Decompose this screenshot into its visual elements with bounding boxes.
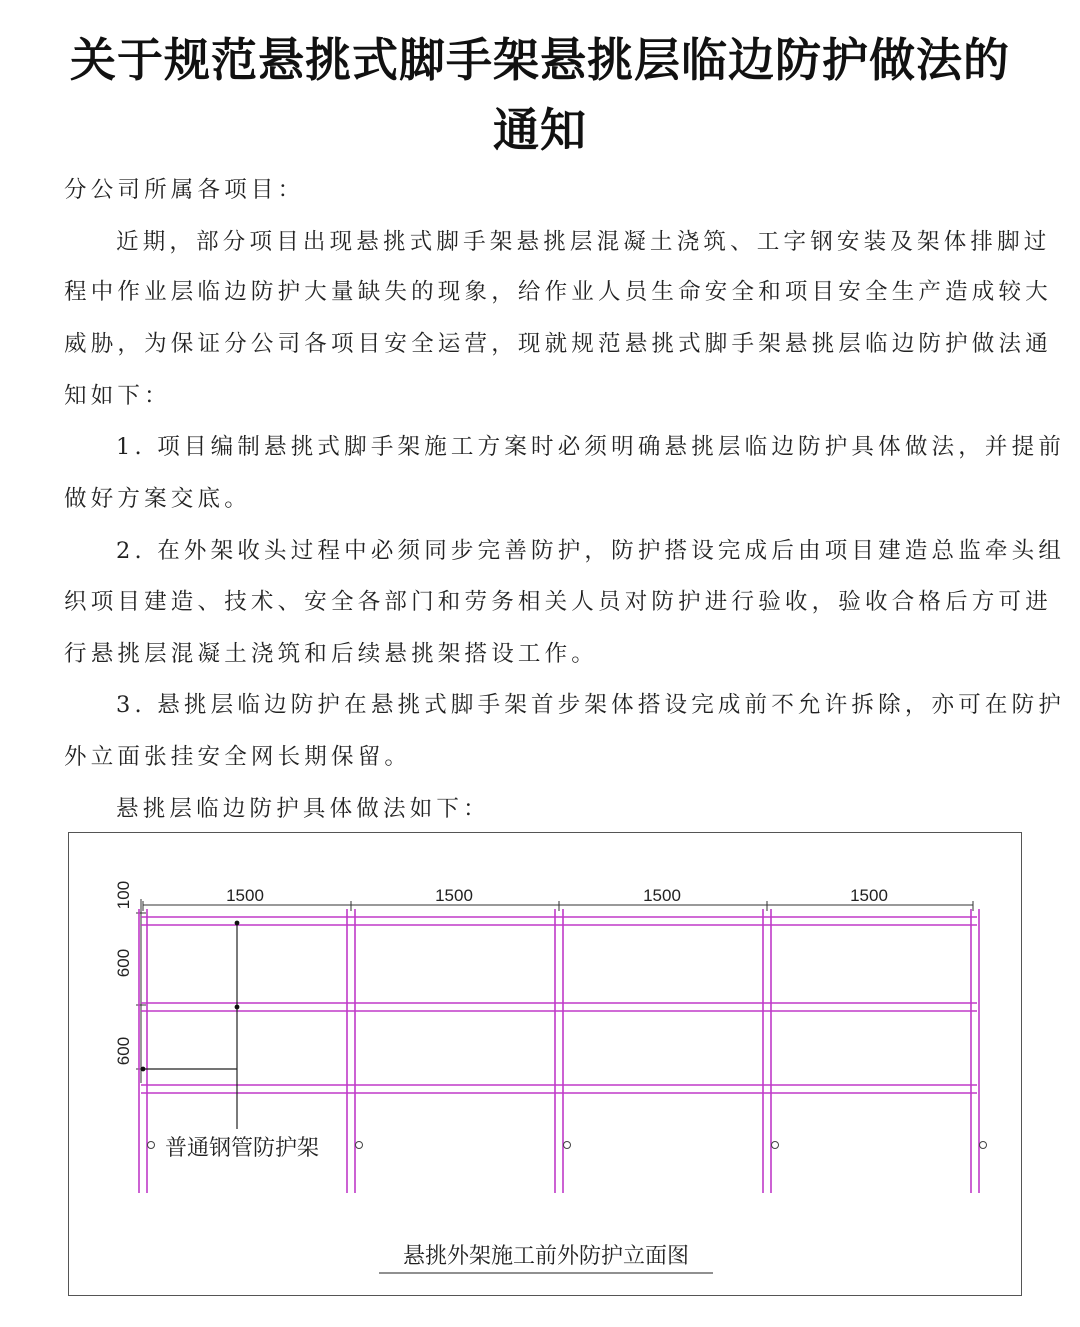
intro-line-4: 知如下： xyxy=(64,383,171,409)
span-label-1: 1500 xyxy=(226,886,264,905)
intro-line-2: 程中作业层临边防护大量缺失的现象，给作业人员生命安全和项目安全生产造成较大 xyxy=(64,279,1052,305)
intro-line-3: 威胁，为保证分公司各项目安全运营，现就规范悬挑式脚手架悬挑层临边防护做法通 xyxy=(64,331,1052,357)
span-label-2: 1500 xyxy=(435,886,473,905)
notice-title-line-1: 关于规范悬挑式脚手架悬挑层临边防护做法的 xyxy=(70,33,1010,87)
elevation-drawing xyxy=(69,833,1023,1297)
figure-caption: 悬挑外架施工前外防护立面图 xyxy=(402,1244,690,1269)
callout-dots xyxy=(141,921,240,1072)
span-label-3: 1500 xyxy=(643,886,681,905)
item-1-line-2: 做好方案交底。 xyxy=(64,486,251,512)
intro-line-1: 近期，部分项目出现悬挑式脚手架悬挑层混凝土浇筑、工字钢安装及架体排脚过 xyxy=(116,229,1051,255)
span-label-4: 1500 xyxy=(850,886,888,905)
callout-leader xyxy=(143,923,237,1129)
vertical-dim-top: 100 xyxy=(114,880,133,910)
item-2-line-3: 行悬挑层混凝土浇筑和后续悬挑架搭设工作。 xyxy=(64,641,599,667)
vertical-dim-bottom: 600 xyxy=(114,1036,133,1066)
item-2-line-1: 2. 在外架收头过程中必须同步完善防护，防护搭设完成后由项目建造总监牵头组 xyxy=(116,538,1066,564)
callout-label: 普通钢管防护架 xyxy=(165,1135,320,1160)
figure-intro: 悬挑层临边防护具体做法如下： xyxy=(116,796,490,822)
horizontal-rails xyxy=(141,917,977,1093)
vertical-dim-middle: 600 xyxy=(114,948,133,978)
item-2-line-2: 织项目建造、技术、安全各部门和劳务相关人员对防护进行验收，验收合格后方可进 xyxy=(64,589,1052,615)
notice-title-line-2: 通知 xyxy=(493,103,587,157)
item-3-line-1: 3. 悬挑层临边防护在悬挑式脚手架首步架体搭设完成前不允许拆除，亦可在防护 xyxy=(116,692,1066,718)
item-3-line-2: 外立面张挂安全网长期保留。 xyxy=(64,744,412,770)
elevation-drawing-frame xyxy=(68,832,1022,1296)
item-1-line-1: 1. 项目编制悬挑式脚手架施工方案时必须明确悬挑层临边防护具体做法，并提前 xyxy=(116,434,1066,460)
salutation: 分公司所属各项目： xyxy=(64,177,305,203)
